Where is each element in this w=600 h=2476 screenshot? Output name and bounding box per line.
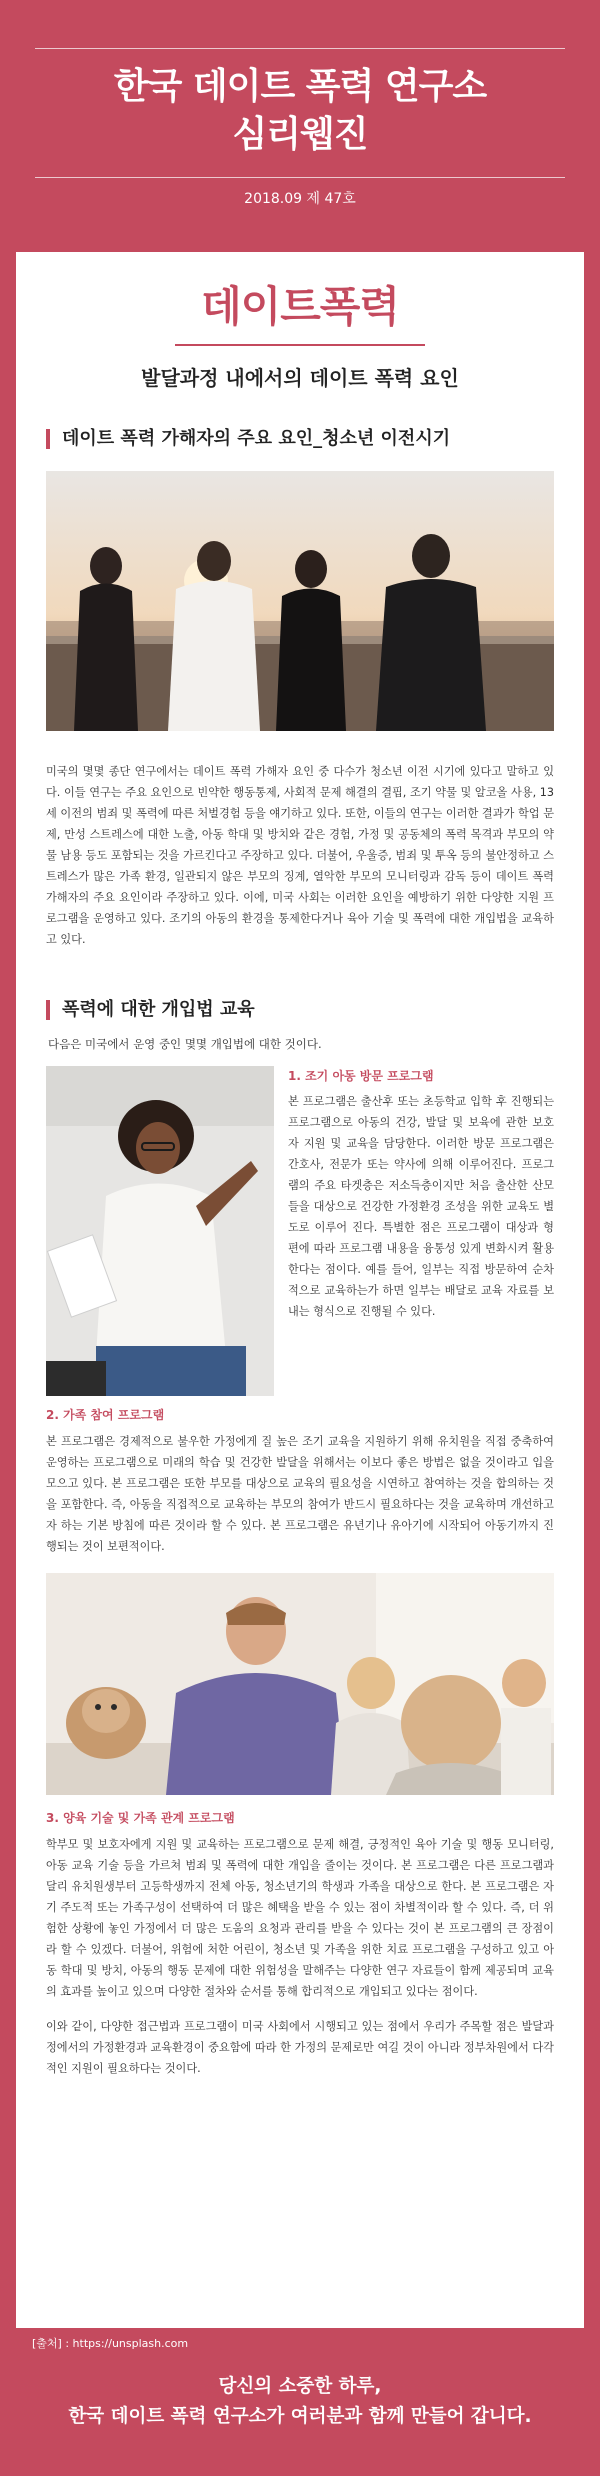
footer-line-2: 한국 데이트 폭력 연구소가 여러분과 함께 만들어 갑니다. [68, 2406, 532, 2427]
closing-paragraph: 이와 같이, 다양한 접근법과 프로그램이 미국 사회에서 시행되고 있는 점에서 우리가 주목할 점은 발달과정에서의 가정환경과 교육환경이 중요함에 따라 한 가정의 문제로만 여길 것이 아니라 정부차원에서 다각적인 지원이 필요하다는 것이다. [46, 2020, 554, 2075]
title-line-1: 한국 데이트 폭력 연구소 [113, 66, 487, 107]
program-1-text: 본 프로그램은 출산후 또는 초등학교 입학 후 진행되는 프로그램으로 아동의 건강, 발달 및 보육에 관한 보호자 지원 및 교육을 담당한다. 이러한 방문 프로그램은 간호사, 전문가 또는 약사에 의해 이루어진다. 프로그램의 주요 타겟층은 저소득층이지만 처음 출산한 산모들을 대상으로 건강한 가정환경 조성을 위한 교육도 별도로 이루어 진다. 특별한 점은 프로그램이 대상과 형편에 따라 프로그램 내용을 융통성 있게 변화시켜 활용한다는 점이다. 예를 들어, 일부는 직접 방문하여 순차적으로 교육하는가 하면 일부는 배달로 교육 자료를 보내는 형식으로 진행될 수 있다. [288, 1095, 554, 1318]
footer-line-1: 당신의 소중한 하루, [218, 2376, 382, 2397]
header-bottom-line [35, 177, 565, 178]
header [0, 0, 600, 207]
program-3-title: 3. 양육 기술 및 가족 관계 프로그램 [46, 1811, 235, 1825]
section-1-paragraph: 미국의 몇몇 종단 연구에서는 데이트 폭력 가해자 요인 중 다수가 청소년 이전 시기에 있다고 말하고 있다. 이들 연구는 주요 요인으로 빈약한 행동통제, 사회적 문제 해결의 결핍, 조기 약물 및 알코올 사용, 13세 이전의 범죄 및 폭력에 따른 처벌경험 등을 얘기하고 있다. 또한, 이들의 연구는 이러한 결과가 학업 문제, 만성 스트레스에 대한 노출, 아동 학대 및 방치와 같은 경험, 가정 및 공동체의 폭력 목격과 부모의 약물 남용 등도 포함되는 것을 가르킨다고 주장하고 있다. 더불어, 우울증, 범죄 및 투옥 등의 불안정하고 스트레스가 많은 가족 환경, 일관되지 않은 부모의 징계, 열악한 부모의 모니터링과 감독 등이 데이트 폭력 가해자의 주요 요인이라 주장하고 있다. 이에, 미국 사회는 이러한 요인을 예방하기 위한 다양한 지원 프로그램을 운영하고 있다. 조기의 아동의 환경을 통제한다거나 육아 기술 및 폭력에 대한 개입법을 교육하고 있다. [46, 765, 554, 946]
issue-number: 2018.09 제 47호 [244, 191, 356, 207]
family-photo [46, 1573, 554, 1795]
topic-subtitle: 발달과정 내에서의 데이트 폭력 요인 [141, 366, 459, 390]
teacher-image [46, 1066, 274, 1396]
family-image [46, 1573, 554, 1795]
section-2-lede: 다음은 미국에서 운영 중인 몇몇 개입법에 대한 것이다. [48, 1037, 322, 1051]
webzine-title [0, 63, 600, 159]
teacher-photo [46, 1066, 274, 1396]
program-2-title: 2. 가족 참여 프로그램 [46, 1408, 165, 1422]
section-1-title: 데이트 폭력 가해자의 주요 요인_청소년 이전시기 [46, 429, 584, 449]
article-panel [16, 252, 584, 2360]
footer [0, 2372, 600, 2432]
teens-balcony-photo [46, 471, 554, 731]
program-1-block [16, 1066, 584, 1396]
title-line-2: 심리웹진 [232, 114, 368, 155]
source-link[interactable]: [출처] : https://unsplash.com [32, 2337, 189, 2350]
program-3-text: 학부모 및 보호자에게 지원 및 교육하는 프로그램으로 문제 해결, 긍정적인 육아 기술 및 행동 모니터링, 아동 교육 기술 등을 가르쳐 범죄 및 폭력에 대한 개입을 줄이는 것이다. 본 프로그램은 다른 프로그램과 달리 유치원생부터 고등학생까지 전체 아동, 청소년기의 학생과 가족을 대상으로 한다. 본 프로그램은 자기 주도적 또는 가족구성이 선택하여 더 많은 혜택을 받을 수 있는 점이 차별적이라 할 수 있다. 즉, 더 위험한 상황에 놓인 가정에서 더 많은 도움의 요청과 관리를 받을 수 있다는 것이 본 프로그램의 큰 장점이라 할 수 있겠다. 더불어, 위험에 처한 어린이, 청소년 및 가족을 위한 치료 프로그램을 구성하고 있고 아동 학대 및 방치, 아동의 행동 문제에 대한 위험성을 말해주는 다양한 연구 자료들이 함께 제공되며 교육의 효과를 높이고 있으며 다양한 절차와 순서를 통해 합리적으로 개입되고 있다는 점이다. [46, 1838, 554, 1998]
header-top-line [35, 48, 565, 49]
program-2-text: 본 프로그램은 경제적으로 불우한 가정에게 질 높은 조기 교육을 지원하기 위해 유치원을 직접 중축하여 운영하는 프로그램으로 미래의 학습 및 건강한 발달을 위해서는 이보다 좋은 방법은 없을 것이라고 입을 모으고 있다. 본 프로그램은 또한 부모를 대상으로 교육의 필요성을 시연하고 참여하는 것을 합의하는 것을 포함한다. 즉, 아동을 직접적으로 교육하는 부모의 참여가 반드시 필요하다는 것을 교육하며 개선하고자 하는 기본 방침에 따른 것이라 할 수 있다. 본 프로그램은 유년기나 유아기에 시작되어 아동기까지 진행되는 것이 보편적이다. [46, 1435, 554, 1553]
source-bar [16, 2328, 584, 2360]
program-1-title: 1. 조기 아동 방문 프로그램 [288, 1069, 434, 1083]
topic-underline [175, 344, 425, 346]
program-1-text-block [274, 1066, 554, 1396]
teens-balcony-image [46, 471, 554, 731]
topic-title: 데이트폭력 [201, 282, 399, 331]
section-2-title: 폭력에 대한 개입법 교육 [46, 1000, 584, 1020]
